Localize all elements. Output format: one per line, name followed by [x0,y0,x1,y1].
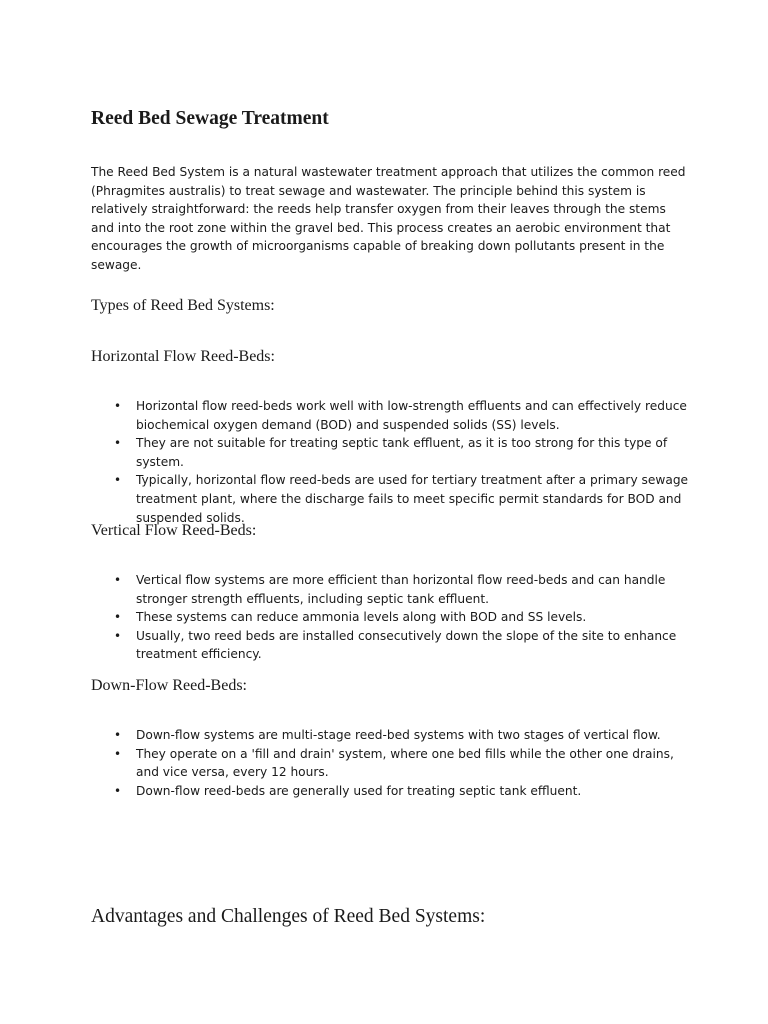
list-item-text: These systems can reduce ammonia levels along with BOD and SS levels. [136,610,587,625]
bullet-icon: • [114,436,122,451]
list-item-text: Typically, horizontal flow reed-beds are used for tertiary treatment after a primary sewage treatment plant, where the discharge fails to meet specific permit standards for BOD and suspended solids. [136,473,689,525]
list-item-text: Down-flow systems are multi-stage reed-bed systems with two stages of vertical flow. [136,728,661,742]
advantages-heading: Advantages and Challenges of Reed Bed Systems: [91,906,486,927]
bullet-icon: • [114,746,122,761]
bullet-icon: • [114,610,122,625]
bullet-icon: • [114,399,122,413]
list-item [91,397,691,434]
list-item [91,608,691,627]
intro-paragraph: The Reed Bed System is a natural wastewater treatment approach that utilizes the common reed (Phragmites australis) to treat sewage and wastewater. The principle behind this system is relatively straightforward: the reeds help transfer oxygen from their leaves through the stems and into the root zone within the gravel bed. This process creates an aerobic environment that encourages the growth of microorganisms capable of breaking down pollutants present in the sewage. [91,165,686,272]
list-item [91,471,691,527]
list-item [91,571,691,608]
bullet-icon: • [114,628,122,643]
list-item [91,745,691,782]
list-item-text: Horizontal flow reed-beds work well with low-strength effluents and can effectively reduce biochemical oxygen demand (BOD) and suspended solids (SS) levels. [136,399,687,432]
bullet-icon: • [114,728,122,742]
types-heading: Types of Reed Bed Systems: [91,297,275,314]
bullet-icon: • [114,783,122,798]
down-flow-list [91,726,691,800]
list-item-text: Down-flow reed-beds are generally used for treating septic tank effluent. [136,783,582,798]
horizontal-flow-heading: Horizontal Flow Reed-Beds: [91,348,275,365]
list-item [91,782,691,801]
list-item-text: Vertical flow systems are more efficient than horizontal flow reed-beds and can handle stronger strength effluents, including septic tank effluent. [136,573,666,606]
document-title: Reed Bed Sewage Treatment [91,108,329,129]
list-item-text: They operate on a 'fill and drain' system, where one bed fills while the other one drains, and vice versa, every 12 hours. [136,746,674,780]
list-item [91,434,691,471]
list-item [91,726,691,745]
horizontal-flow-list [91,397,691,527]
vertical-flow-heading: Vertical Flow Reed-Beds: [91,522,257,539]
bullet-icon: • [114,573,122,587]
down-flow-heading: Down-Flow Reed-Beds: [91,677,247,694]
vertical-flow-list [91,571,691,664]
list-item [91,627,691,664]
bullet-icon: • [114,473,122,488]
list-item-text: Usually, two reed beds are installed consecutively down the slope of the site to enhance treatment efficiency. [136,628,677,662]
list-item-text: They are not suitable for treating septic tank effluent, as it is too strong for this type of system. [136,436,668,469]
